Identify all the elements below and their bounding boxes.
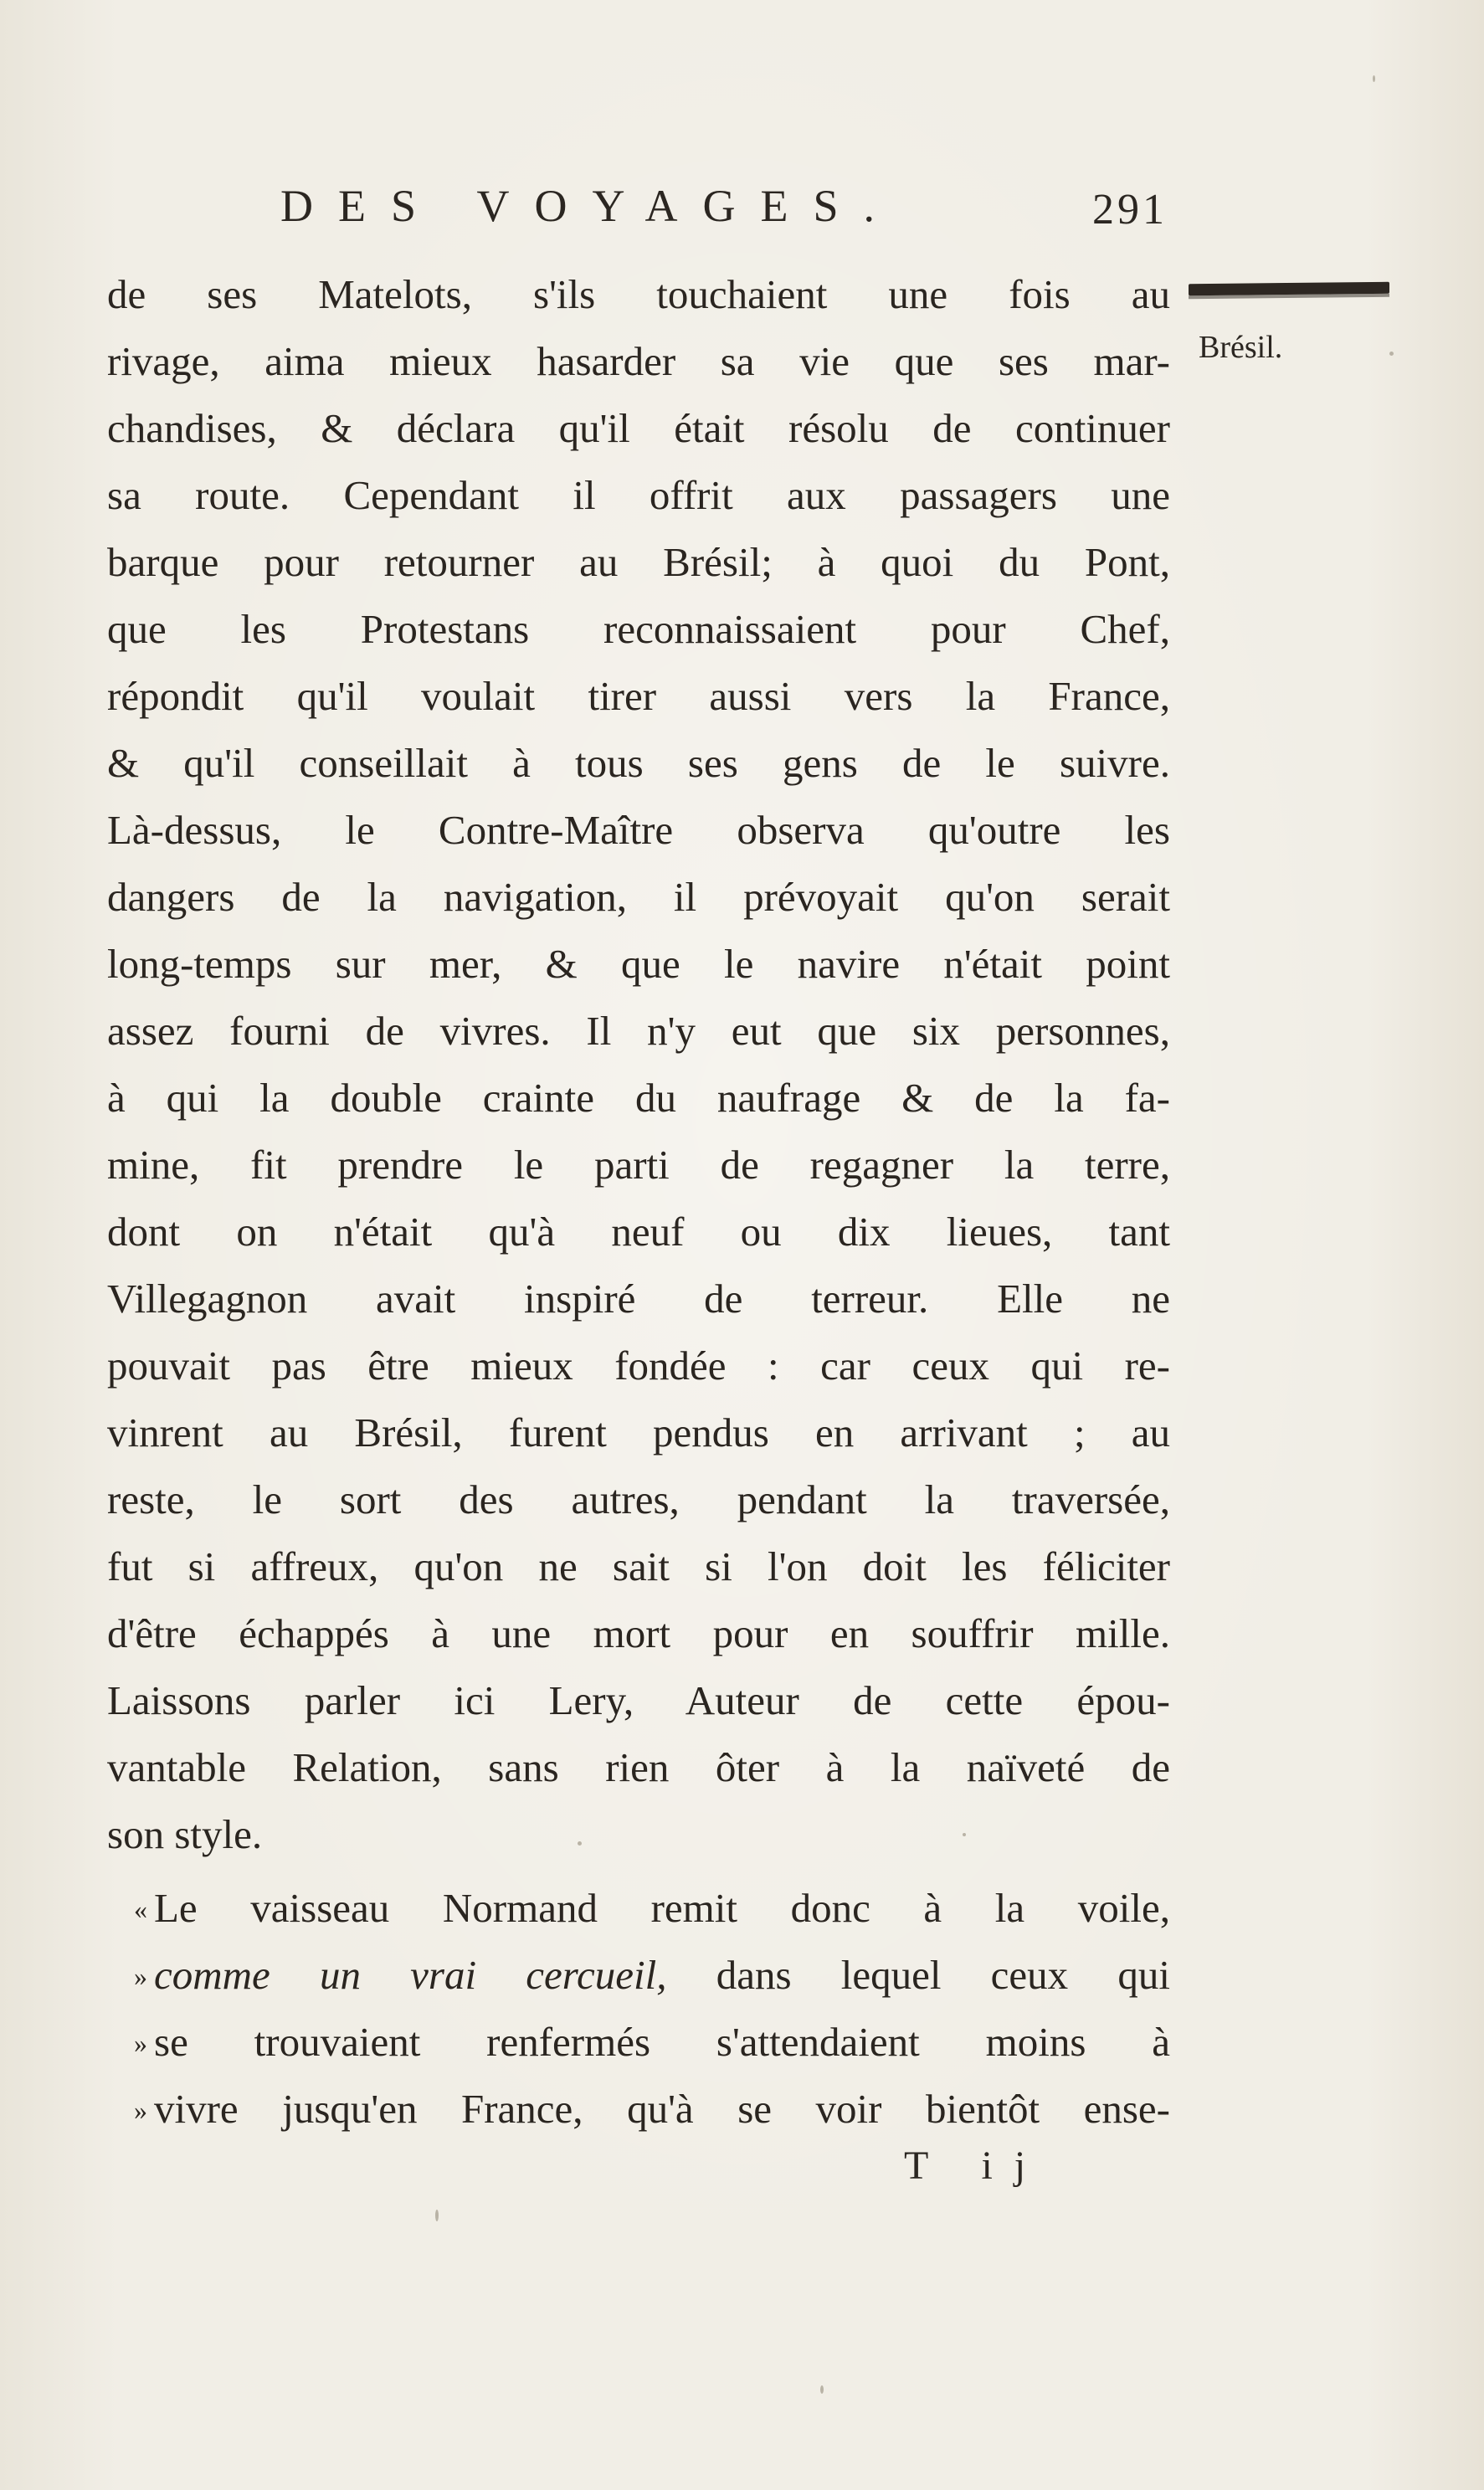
text-line: d'être échappés à une mort pour en souffrir mille.: [107, 1610, 1170, 1656]
text-line: assez fourni de vivres. Il n'y eut que six personnes,: [107, 1008, 1170, 1054]
quote-text: dans lequel ceux qui: [666, 1952, 1170, 1998]
text-line: que les Protestans reconnaissaient pour Chef,: [107, 606, 1170, 652]
paper-speck: [1389, 352, 1394, 356]
text-line: Laissons parler ici Lery, Auteur de cette épou-: [107, 1677, 1170, 1723]
quote-cont-mark: »: [134, 2028, 147, 2058]
body-text: [107, 261, 1170, 1868]
signature-mark: T ij: [904, 2143, 1048, 2188]
running-header: [280, 180, 1168, 239]
quote-block: [134, 1875, 1170, 2143]
text-line: dont on n'était qu'à neuf ou dix lieues, tant: [107, 1209, 1170, 1255]
paper-speck: [963, 1833, 966, 1836]
text-line: & qu'il conseillait à tous ses gens de le suivre.: [107, 740, 1170, 786]
quote-line: [134, 1875, 1170, 1942]
paper-speck: [435, 2210, 439, 2221]
text-line: chandises, & déclara qu'il était résolu de continuer: [107, 405, 1170, 451]
text-line: barque pour retourner au Brésil; à quoi du Pont,: [107, 539, 1170, 585]
text-line: mine, fit prendre le parti de regagner la terre,: [107, 1142, 1170, 1188]
quote-cont-mark: »: [134, 2095, 147, 2125]
running-title: DES VOYAGES.: [280, 181, 901, 231]
text-line: pouvait pas être mieux fondée : car ceux qui re-: [107, 1343, 1170, 1389]
quote-italic-text: comme un vrai cercueil,: [154, 1952, 667, 1998]
quote-line: [134, 1942, 1170, 2009]
text-line: à qui la double crainte du naufrage & de la fa-: [107, 1075, 1170, 1121]
text-line: de ses Matelots, s'ils touchaient une fois au: [107, 271, 1170, 317]
page-number: 291: [1092, 186, 1168, 234]
quote-text: Le vaisseau Normand remit donc à la voile,: [154, 1885, 1170, 1931]
margin-rule: [1189, 282, 1389, 296]
margin-note: Brésil.: [1199, 330, 1283, 365]
quote-text: vivre jusqu'en France, qu'à se voir bientôt ense-: [154, 2086, 1170, 2132]
quote-open-mark: «: [134, 1894, 147, 1924]
text-line: long-temps sur mer, & que le navire n'était point: [107, 941, 1170, 987]
paper-speck: [820, 2385, 824, 2394]
quote-text: se trouvaient renfermés s'attendaient moins à: [154, 2019, 1170, 2065]
text-line: Là-dessus, le Contre-Maître observa qu'outre les: [107, 807, 1170, 853]
paper-speck: [578, 1841, 582, 1846]
text-line: fut si affreux, qu'on ne sait si l'on doit les féliciter: [107, 1543, 1170, 1589]
text-line: dangers de la navigation, il prévoyait qu'on serait: [107, 874, 1170, 920]
text-line: reste, le sort des autres, pendant la traversée,: [107, 1476, 1170, 1522]
text-line: vinrent au Brésil, furent pendus en arrivant ; au: [107, 1409, 1170, 1455]
quote-line: [134, 2009, 1170, 2076]
text-line: Villegagnon avait inspiré de terreur. Elle ne: [107, 1276, 1170, 1322]
text-line: rivage, aima mieux hasarder sa vie que ses mar-: [107, 338, 1170, 384]
text-line: vantable Relation, sans rien ôter à la naïveté de: [107, 1744, 1170, 1790]
text-line: sa route. Cependant il offrit aux passagers une: [107, 472, 1170, 518]
quote-line: [134, 2076, 1170, 2143]
quote-cont-mark: »: [134, 1961, 147, 1991]
text-line: répondit qu'il voulait tirer aussi vers la France,: [107, 673, 1170, 719]
paper-speck: [1373, 75, 1375, 82]
text-line: son style.: [107, 1811, 263, 1857]
